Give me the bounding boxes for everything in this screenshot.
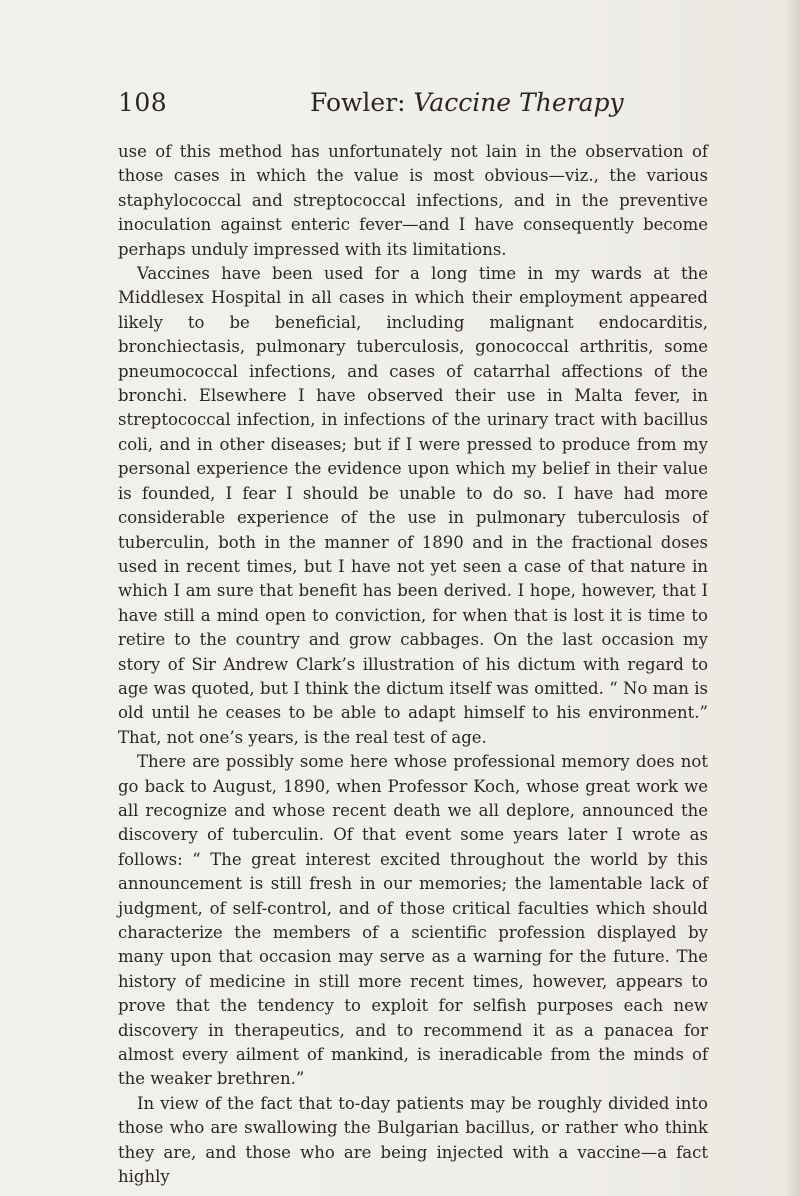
- page-header: [118, 88, 718, 128]
- paragraph-3: There are possibly some here whose professional memory does not go back to August, 1890, when Professor Koch, whose great work we all recognize and whose recent death we all deplore, announced the discovery of tuberculin. Of that event some years later I wrote as follows: “ The great interest excited throughout the world by this announcement is still fresh in our memories; the lamentable lack of judgment, of self-control, and of those critical faculties which should characterize the members of a scientific profession displayed by many upon that occasion may serve as a warning for the future. The history of medicine in still more recent times, however, appears to prove that the tendency to exploit for selfish purposes each new discovery in therapeutics, and to recommend it as a panacea for almost every ailment of mankind, is ineradicable from the minds of the weaker brethren.”: [118, 752, 708, 1089]
- paragraph-1: use of this method has unfortunately not lain in the observation of those cases in which the value is most obvious—viz., the various staphylococcal and streptococcal infections, and in the preventive inoculation against enteric fever—and I have consequently become perhaps unduly impressed with its limitations.: [118, 142, 708, 259]
- running-head-author: Fowler:: [310, 88, 406, 117]
- paragraph-2: Vaccines have been used for a long time in my wards at the Middlesex Hospital in all cases in which their employment appeared likely to be beneficial, including malignant endocarditis, bronchiectasis, pulmonary tuberculosis, gonococcal arthritis, some pneumococcal infections, and cases of catarrhal affections of the bronchi. Elsewhere I have observed their use in Malta fever, in streptococcal infection, in infections of the urinary tract with bacillus coli, and in other diseases; but if I were pressed to produce from my personal experience the evidence upon which my belief in their value is founded, I fear I should be unable to do so. I have had more considerable experience of the use in pulmonary tuberculosis of tuberculin, both in the manner of 1890 and in the fractional doses used in recent times, but I have not yet seen a case of that nature in which I am sure that benefit has been derived. I hope, however, that I have still a mind open to conviction, for when that is lost it is time to retire to the country and grow cabbages. On the last occasion my story of Sir Andrew Clark’s illustration of his dictum with regard to age was quoted, but I think the dictum itself was omitted. “ No man is old until he ceases to be able to adapt himself to his environment.” That, not one’s years, is the real test of age.: [118, 264, 708, 747]
- page-number: 108: [118, 88, 168, 117]
- body-text: [118, 140, 708, 1189]
- paragraph-4: In view of the fact that to-day patients may be roughly divided into those who are swallowing the Bulgarian bacillus, or rather who think they are, and those who are being injected with a vaccine—a fact highly: [118, 1093, 708, 1187]
- page-edge-shadow: [786, 0, 800, 1196]
- running-head-title: Vaccine Therapy: [413, 88, 624, 117]
- running-head: [310, 88, 624, 117]
